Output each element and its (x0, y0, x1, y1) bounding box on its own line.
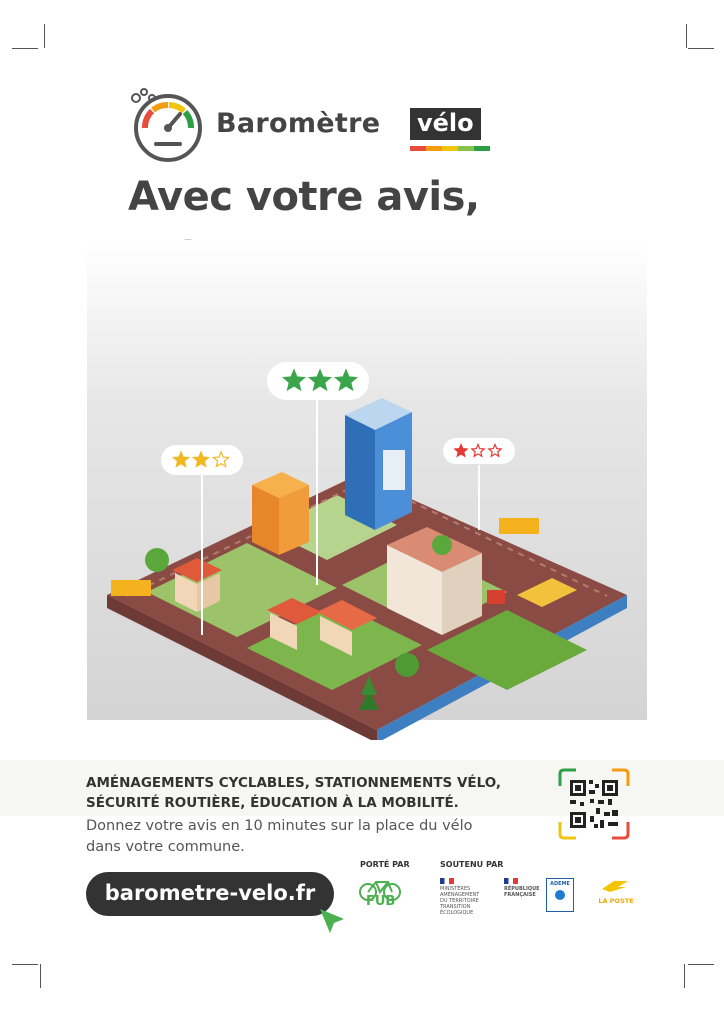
crop-mark-tl-v (44, 24, 45, 48)
ademe-name: ADEME (550, 881, 570, 887)
subtitle-line: Donnez votre avis en 10 minutes sur la place du vélo (86, 818, 473, 834)
soutenu-par-label: SOUTENU PAR (440, 860, 504, 869)
crop-mark-br-h (688, 964, 714, 965)
yellow-bus (111, 580, 151, 596)
crop-mark-tr-v (686, 24, 687, 48)
crop-mark-tr-h (688, 48, 714, 49)
tagline-line: SÉCURITÉ ROUTIÈRE, ÉDUCATION À LA MOBILITÉ. (86, 795, 459, 811)
la-poste-bird-icon (600, 879, 630, 893)
ministry-logo (440, 878, 488, 928)
republique-francaise-logo (504, 878, 544, 918)
fub-name: FUB (366, 894, 396, 909)
tree (395, 653, 419, 677)
tower-billboard (383, 450, 405, 490)
crop-mark-bl-v (40, 964, 41, 988)
yellow-bus (499, 518, 539, 534)
headline-line: Avec votre avis, (128, 174, 480, 220)
gauge-icon (128, 84, 212, 164)
crop-mark-br-v (684, 964, 685, 988)
tree (145, 548, 169, 572)
ministry-name: MINISTÈRES AMÉNAGEMENT DU TERRITOIRE TRANSITION ÉCOLOGIQUE (440, 886, 480, 916)
brand-badge: vélo (410, 108, 481, 140)
cursor-arrow-icon (318, 907, 348, 937)
la-poste-name: LA POSTE (598, 897, 634, 905)
brand-name: Baromètre (216, 108, 381, 139)
qr-code[interactable] (556, 766, 632, 842)
tagline-line: AMÉNAGEMENTS CYCLABLES, STATIONNEMENTS VÉLO, (86, 775, 502, 791)
crop-mark-bl-h (12, 964, 38, 965)
porte-par-label: PORTÉ PAR (360, 860, 410, 869)
tractor (487, 590, 505, 604)
ademe-logo (546, 878, 574, 912)
tagline (86, 773, 501, 813)
french-flag-icon (440, 878, 454, 884)
tower-left-face (345, 415, 375, 530)
isometric-city-illustration (87, 240, 647, 740)
republique-name: RÉPUBLIQUE FRANÇAISE (504, 886, 540, 898)
fub-logo (358, 876, 402, 914)
subtitle (86, 816, 472, 858)
globe-icon (555, 890, 565, 900)
subtitle-line: dans votre commune. (86, 839, 245, 855)
crop-mark-tl-h (12, 48, 38, 49)
barometre-velo-logo (128, 84, 508, 164)
website-url-button[interactable] (86, 872, 334, 916)
brand-color-stripe (410, 146, 490, 151)
la-poste-logo (594, 878, 638, 910)
website-url[interactable]: barometre-velo.fr (104, 881, 316, 905)
tree (432, 535, 452, 555)
french-flag-icon (504, 878, 518, 884)
